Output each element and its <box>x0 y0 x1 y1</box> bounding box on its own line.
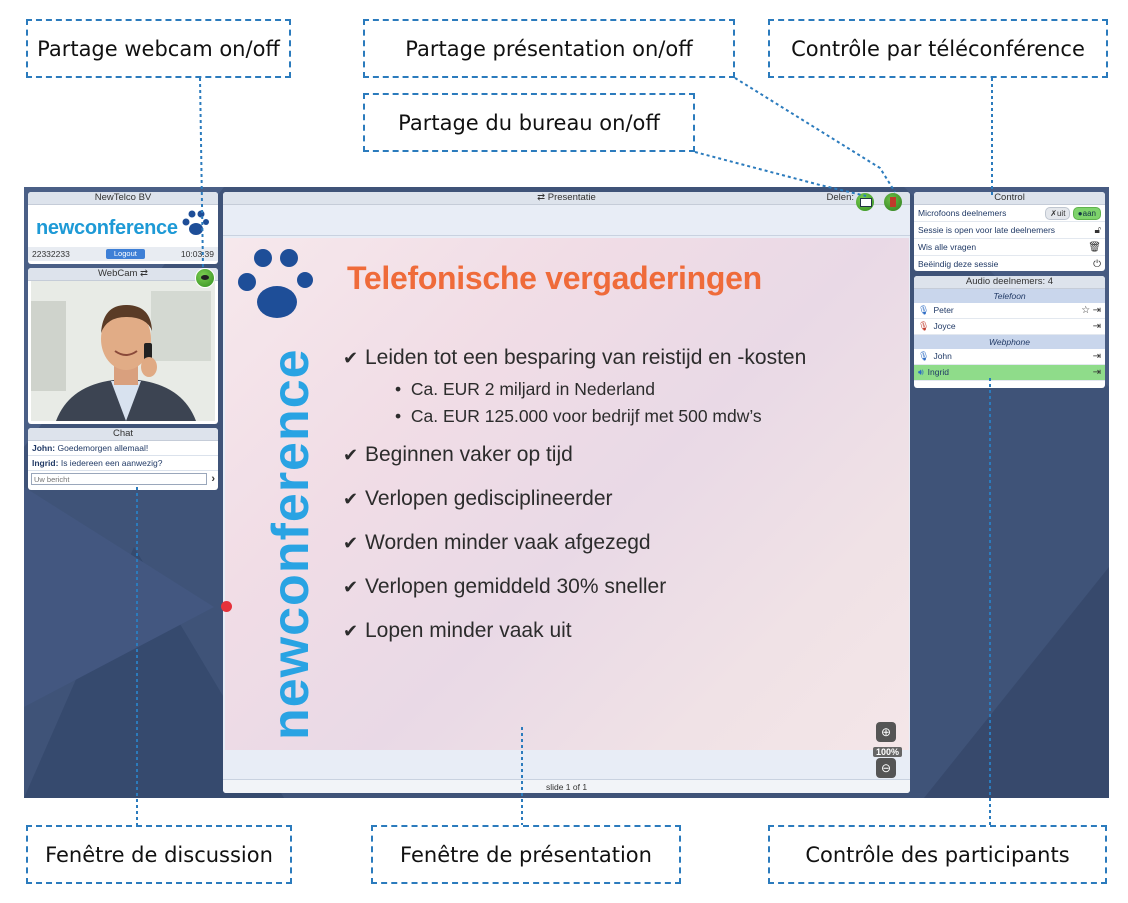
callout-presentation-toggle: Partage présentation on/off <box>363 19 735 78</box>
mics-off-label: uit <box>1056 208 1066 218</box>
paw-logo-icon <box>180 209 210 239</box>
exit-icon[interactable]: ⇥ <box>1092 305 1101 316</box>
webcam-panel <box>28 268 218 424</box>
exit-icon[interactable]: ⇥ <box>1092 351 1101 362</box>
chat-message-input[interactable] <box>31 473 207 485</box>
conference-id: 22332233 <box>32 249 70 259</box>
session-time: 10:03:39 <box>180 249 214 259</box>
chevron-right-icon[interactable]: › <box>211 473 215 485</box>
participant-row-speaking[interactable] <box>914 365 1105 381</box>
clear-questions-label: Wis alle vragen <box>918 242 977 252</box>
mic-control-row <box>914 205 1105 222</box>
late-join-label: Sessie is open voor late deelnemers <box>918 225 1056 235</box>
unlock-icon[interactable]: 🔓︎ <box>1094 224 1101 236</box>
logout-button[interactable]: Logout <box>106 249 145 259</box>
slide-title: Telefonische vergaderingen <box>347 260 762 296</box>
mic-muted-icon: 🎙︎ <box>918 321 930 331</box>
slide-bullet-text: Leiden tot een besparing van reistijd en -kosten <box>365 346 807 369</box>
slide-sub-bullet-text: Ca. EUR 125.000 voor bedrijf met 500 mdw’s <box>410 406 762 426</box>
slide-bullet-text: Lopen minder vaak uit <box>365 619 572 642</box>
slide-bullet-text: Verlopen gemiddeld 30% sneller <box>365 575 667 598</box>
zoom-level: 100% <box>873 747 902 757</box>
trash-icon[interactable]: 🗑︎ <box>1088 241 1101 253</box>
chat-text: Goedemorgen allemaal! <box>57 443 149 453</box>
checkmark-icon: ✔ <box>343 445 359 465</box>
checkmark-icon: ✔ <box>343 577 359 597</box>
chat-message <box>28 456 218 471</box>
mic-icon: 🎙︎ <box>918 305 930 315</box>
zoom-out-icon[interactable]: ⊖ <box>876 758 896 778</box>
slide-bullet-text: Beginnen vaker op tijd <box>365 443 573 466</box>
mic-icon: ● <box>1077 208 1083 218</box>
slide-vertical-logo: newconference <box>262 348 320 740</box>
webcam-title: WebCam <box>97 268 138 279</box>
slide-counter-bar <box>223 779 910 793</box>
mic-muted-icon: ✗ <box>1050 208 1057 218</box>
slide-canvas <box>225 238 909 750</box>
mic-toggle-group <box>1045 207 1101 220</box>
toolbar-area <box>223 205 910 236</box>
webcam-title-bar <box>28 268 218 281</box>
mic-control-label: Microfoons deelnemers <box>918 208 1007 218</box>
slide-bullet-text: Verlopen gedisciplineerder <box>365 487 613 510</box>
checkmark-icon: ✔ <box>343 621 359 641</box>
chat-input-row <box>28 471 218 487</box>
audio-title: Audio deelnemers: 4 <box>914 276 1105 289</box>
brand-logo <box>28 205 218 247</box>
chat-title: Chat <box>28 428 218 441</box>
slide-bullet-text: Worden minder vaak afgezegd <box>365 531 651 554</box>
company-panel <box>28 192 218 264</box>
exit-icon[interactable]: ⇥ <box>1092 367 1101 378</box>
callout-participant-control: Contrôle des participants <box>768 825 1107 884</box>
callout-presentation-window: Fenêtre de présentation <box>371 825 681 884</box>
swap-arrows-icon[interactable]: ⇄ <box>537 192 548 203</box>
swap-arrows-icon[interactable]: ⇄ <box>140 268 149 279</box>
chat-author: John: <box>32 443 56 453</box>
checkmark-icon: ✔ <box>343 489 359 509</box>
slide-sub-bullet: • Ca. EUR 2 miljard in Nederland <box>395 379 655 399</box>
mics-on-button[interactable] <box>1073 207 1101 220</box>
participant-group-header: Telefoon <box>914 289 1105 303</box>
slide-bullet <box>343 619 572 643</box>
slide-bullet <box>343 443 573 467</box>
power-icon[interactable]: ⏻ <box>1093 258 1101 270</box>
slide-sub-bullet: • Ca. EUR 125.000 voor bedrijf met 500 mdw’s <box>395 406 762 426</box>
end-session-row[interactable] <box>914 256 1105 271</box>
pointer-dot <box>221 601 232 612</box>
participant-name: Joyce <box>933 321 956 331</box>
control-title: Control <box>914 192 1105 205</box>
callout-teleconference-control: Contrôle par téléconférence <box>768 19 1108 78</box>
zoom-in-icon[interactable]: ⊕ <box>876 722 896 742</box>
session-info-bar <box>28 247 218 261</box>
presentation-panel <box>223 192 910 793</box>
participant-row[interactable] <box>914 303 1105 319</box>
exit-icon[interactable]: ⇥ <box>1092 321 1101 332</box>
chat-text: Is iedereen een aanwezig? <box>60 458 163 468</box>
star-icon[interactable]: ☆ <box>1081 305 1091 316</box>
webcam-video <box>31 281 215 421</box>
participant-group-header: Webphone <box>914 335 1105 349</box>
slide-sub-bullet-text: Ca. EUR 2 miljard in Nederland <box>410 379 655 399</box>
participant-row[interactable] <box>914 319 1105 335</box>
clear-questions-row[interactable] <box>914 239 1105 256</box>
slide-bullet <box>343 487 613 511</box>
slide-counter: slide 1 of 1 <box>545 782 588 792</box>
callout-chat-window: Fenêtre de discussion <box>26 825 292 884</box>
chat-panel <box>28 428 218 490</box>
chat-message <box>28 441 218 456</box>
mics-off-button[interactable] <box>1045 207 1070 220</box>
slide-bullet <box>343 346 806 370</box>
callout-desktop-toggle: Partage du bureau on/off <box>363 93 695 152</box>
participant-row[interactable] <box>914 349 1105 365</box>
conference-app <box>24 187 1109 798</box>
slide-bullet <box>343 575 666 599</box>
participant-name: Ingrid <box>927 367 949 377</box>
share-label: Delen: <box>826 192 854 203</box>
callout-webcam-toggle: Partage webcam on/off <box>26 19 291 78</box>
eye-icon[interactable] <box>195 268 215 288</box>
audio-participants-panel <box>914 276 1105 388</box>
webcam-person-image <box>31 281 215 421</box>
mics-on-label: aan <box>1082 208 1096 218</box>
late-join-row[interactable] <box>914 222 1105 239</box>
control-panel <box>914 192 1105 271</box>
brand-logo-text: newconference <box>36 217 178 239</box>
company-name: NewTelco BV <box>28 192 218 205</box>
slide-bullet <box>343 531 651 555</box>
presentation-title-bar <box>223 192 910 205</box>
end-session-label: Beëindig deze sessie <box>918 259 999 269</box>
checkmark-icon: ✔ <box>343 348 359 368</box>
paw-logo-icon <box>233 246 319 326</box>
mic-icon: 🎙︎ <box>918 351 930 361</box>
presentation-title: Presentatie <box>547 192 596 203</box>
chat-author: Ingrid: <box>32 458 59 468</box>
participant-name: John <box>933 351 952 361</box>
checkmark-icon: ✔ <box>343 533 359 553</box>
speaking-icon: 🔊︎ <box>918 367 924 377</box>
participant-name: Peter <box>933 305 954 315</box>
